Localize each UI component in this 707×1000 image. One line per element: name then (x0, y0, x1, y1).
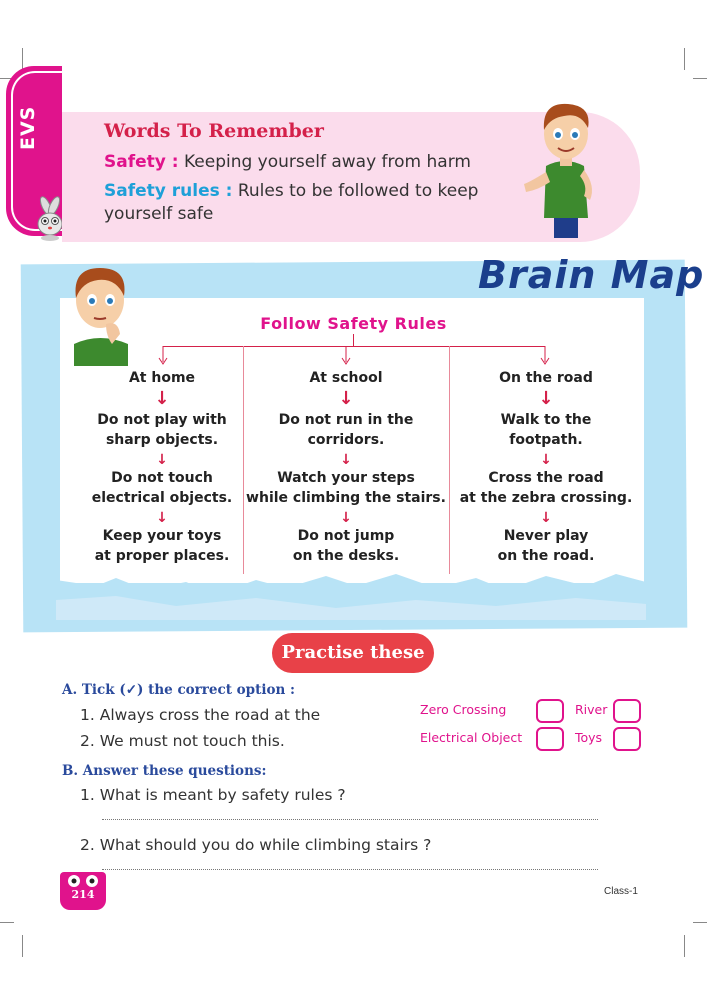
subject-tab-label: EVS (17, 105, 39, 150)
question-a1: 1. Always cross the road at the (80, 706, 321, 724)
column-head: At school (309, 370, 383, 386)
crop-mark (22, 48, 23, 70)
crop-mark (22, 935, 23, 957)
snow-edge-decoration (56, 560, 646, 620)
item-line: Walk to the (500, 412, 592, 428)
connector-arrows (0, 346, 707, 368)
down-arrow-icon: ↓ (340, 452, 352, 468)
term-safety: Safety : (104, 152, 179, 172)
column-head: At home (128, 370, 196, 386)
item-line: corridors. (307, 432, 385, 448)
question-a2: 2. We must not touch this. (80, 732, 285, 750)
section-a-title (62, 682, 295, 698)
item-line: on the road. (497, 548, 595, 564)
list-item (450, 410, 642, 450)
class-label: Class-1 (604, 886, 638, 897)
down-arrow-icon: ↓ (154, 388, 170, 409)
list-item (246, 468, 446, 508)
item-line: Never play (503, 528, 589, 544)
item-line: Do not touch (111, 470, 213, 486)
list-item (62, 410, 262, 450)
question-b1: 1. What is meant by safety rules ? (80, 786, 346, 804)
page-number: 214 (71, 888, 95, 901)
option-river: River (575, 702, 608, 717)
list-item (246, 410, 446, 450)
definition-text: Keeping yourself away from harm (178, 152, 471, 172)
down-arrow-icon: ↓ (538, 388, 554, 409)
column-head: On the road (499, 370, 593, 386)
checkbox-electrical-object[interactable] (536, 727, 564, 751)
answer-line-b2[interactable] (102, 869, 598, 870)
item-line: Do not play with (97, 412, 227, 428)
practise-these-banner: Practise these (272, 633, 434, 673)
item-line: at proper places. (94, 548, 230, 564)
crop-mark (693, 78, 707, 79)
item-line: at the zebra crossing. (459, 490, 633, 506)
term-safety-rules: Safety rules : (104, 181, 233, 201)
boy-pointing-illustration (520, 96, 610, 238)
item-line: while climbing the stairs. (246, 490, 446, 506)
answer-line-b1[interactable] (102, 819, 598, 820)
item-line: sharp objects. (105, 432, 219, 448)
crop-mark (684, 48, 685, 70)
crop-mark (693, 922, 707, 923)
question-b2: 2. What should you do while climbing stairs ? (80, 836, 432, 854)
brain-map-heading: Follow Safety Rules (260, 314, 447, 333)
section-a-title-start: A. Tick ( (62, 682, 126, 698)
item-line: Do not jump (297, 528, 395, 544)
down-arrow-icon: ↓ (338, 388, 354, 409)
tick-mark-icon: ✓ (125, 682, 138, 698)
item-line: on the desks. (292, 548, 400, 564)
item-line: electrical objects. (91, 490, 233, 506)
words-to-remember-title: Words To Remember (104, 120, 324, 142)
crop-mark (684, 935, 685, 957)
checkbox-river[interactable] (613, 699, 641, 723)
item-line: footpath. (509, 432, 583, 448)
column-on-the-road (450, 368, 642, 568)
item-line: Watch your steps (277, 470, 415, 486)
down-arrow-icon: ↓ (156, 452, 168, 468)
column-at-home (62, 368, 262, 568)
definition-continuation: yourself safe (104, 204, 214, 224)
connector-line (353, 334, 354, 346)
down-arrow-icon: ↓ (540, 452, 552, 468)
definition-safety (104, 152, 471, 172)
list-item (62, 468, 262, 508)
item-line: Cross the road (488, 470, 604, 486)
list-item (450, 468, 642, 508)
checkbox-zero-crossing[interactable] (536, 699, 564, 723)
definition-text: Rules to be followed to keep (232, 181, 479, 201)
brain-map-title: Brain Map (478, 253, 705, 297)
eyes-icon (64, 874, 102, 888)
item-line: Do not run in the (278, 412, 414, 428)
down-arrow-icon: ↓ (340, 510, 352, 526)
down-arrow-icon: ↓ (540, 510, 552, 526)
option-zero-crossing: Zero Crossing (420, 702, 507, 717)
option-electrical-object: Electrical Object (420, 730, 523, 745)
definition-safety-rules (104, 181, 478, 201)
section-b-title: B. Answer these questions: (62, 763, 267, 779)
item-line: Keep your toys (102, 528, 222, 544)
down-arrow-icon: ↓ (156, 510, 168, 526)
section-a-title-end: ) the correct option : (137, 682, 295, 698)
crop-mark (0, 922, 14, 923)
column-at-school (246, 368, 446, 568)
option-toys: Toys (575, 730, 603, 745)
checkbox-toys[interactable] (613, 727, 641, 751)
